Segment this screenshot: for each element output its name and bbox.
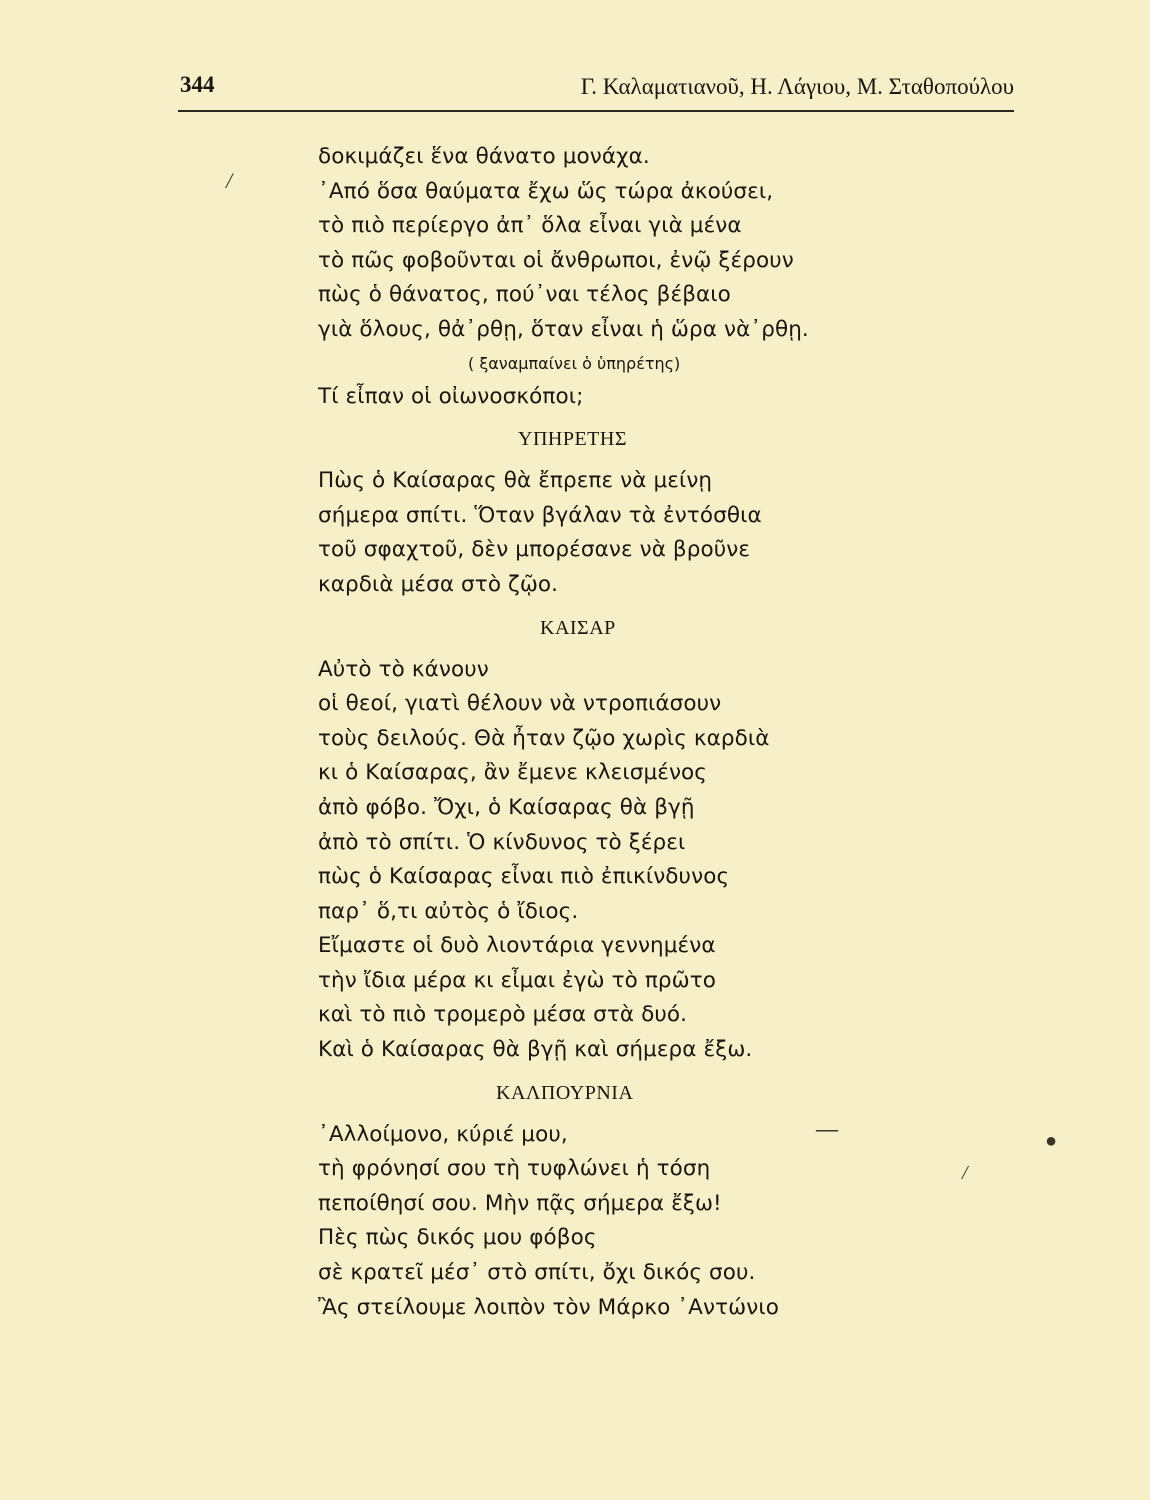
- verse-line: δοκιμάζει ἕνα θάνατο μονάχα.: [318, 144, 650, 169]
- verse-line: τοὺς δειλούς. Θὰ ἦταν ζῷο χωρὶς καρδιὰ: [318, 725, 770, 751]
- margin-dash-mark: —: [816, 1116, 838, 1141]
- margin-dot-mark: ●: [1045, 1130, 1058, 1152]
- speaker-name: ΥΠΗΡΕΤΗΣ: [518, 428, 627, 451]
- header-rule: [178, 110, 1014, 112]
- verse-line: τὴ φρόνησί σου τὴ τυφλώνει ἡ τόση: [318, 1156, 711, 1182]
- verse-line: σὲ κρατεῖ μέσ᾿ στὸ σπίτι, ὄχι δικός σου.: [318, 1260, 756, 1286]
- verse-line: καρδιὰ μέσα στὸ ζῷο.: [318, 571, 559, 597]
- page-number: 344: [180, 72, 215, 97]
- verse-line: τὸ πῶς φοβοῦνται οἱ ἄνθρωποι, ἐνῷ ξέρουν: [318, 247, 794, 273]
- verse-line: τὸ πιὸ περίεργο ἀπ᾿ ὅλα εἶναι γιὰ μένα: [318, 213, 742, 239]
- verse-line: ἀπὸ φόβο. Ὄχι, ὁ Καίσαρας θὰ βγῇ: [318, 794, 695, 820]
- verse-line: παρ᾿ ὅ,τι αὐτὸς ὁ ἴδιος.: [318, 898, 579, 924]
- verse-line: πεποίθησί σου. Μὴν πᾷς σήμερα ἔξω!: [318, 1190, 722, 1216]
- speaker-name: ΚΑΛΠΟΥΡΝΙΑ: [496, 1081, 634, 1104]
- stage-direction: ( ξαναμπαίνει ὁ ὑπηρέτης): [468, 353, 681, 373]
- verse-line: ᾿Αλλοίμονο, κύριέ μου,: [318, 1121, 568, 1147]
- verse-line: οἱ θεοί, γιατὶ θέλουν νὰ ντροπιάσουν: [318, 691, 722, 717]
- running-head: Γ. Καλαματιανοῦ, Η. Λάγιου, Μ. Σταθοπούλου: [580, 74, 1014, 99]
- verse-line: γιὰ ὅλους, θἀ᾿ρθῃ, ὅταν εἶναι ἡ ὥρα νὰ᾿ρθῃ.: [318, 316, 809, 342]
- verse-line: ᾿Από ὅσα θαύματα ἔχω ὥς τώρα ἀκούσει,: [318, 178, 774, 204]
- verse-line: καὶ τὸ πιὸ τρομερὸ μέσα στὰ δυό.: [318, 1002, 688, 1028]
- verse-line: Καὶ ὁ Καίσαρας θὰ βγῇ καὶ σήμερα ἔξω.: [318, 1037, 753, 1063]
- margin-slash-mark: /: [226, 168, 233, 193]
- verse-line: κι ὁ Καίσαρας, ἂν ἔμενε κλεισμένος: [318, 760, 708, 786]
- verse-line: πὼς ὁ Καίσαρας εἶναι πιὸ ἐπικίνδυνος: [318, 864, 730, 890]
- verse-line: Τί εἶπαν οἱ οἰωνοσκόποι;: [318, 383, 584, 409]
- verse-line: πὼς ὁ θάνατος, πού᾿ναι τέλος βέβαιο: [318, 282, 731, 308]
- margin-tick-mark: /: [962, 1162, 968, 1184]
- verse-line: Αὐτὸ τὸ κάνουν: [318, 656, 489, 682]
- verse-line: Πὼς ὁ Καίσαρας θὰ ἔπρεπε νὰ μείνῃ: [318, 468, 713, 494]
- verse-line: Πὲς πὼς δικός μου φόβος: [318, 1225, 597, 1251]
- speaker-name: ΚΑΙΣΑΡ: [540, 616, 616, 639]
- text-body: [318, 140, 938, 1325]
- verse-line: ἀπὸ τὸ σπίτι. Ὁ κίνδυνος τὸ ξέρει: [318, 829, 686, 855]
- verse-line: τοῦ σφαχτοῦ, δὲν μπορέσανε νὰ βροῦνε: [318, 537, 751, 563]
- verse-line: Εἴμαστε οἱ δυὸ λιοντάρια γεννημένα: [318, 933, 716, 959]
- verse-line: Ἂς στείλουμε λοιπὸν τὸν Μάρκο ᾿Αντώνιο: [318, 1294, 779, 1320]
- verse-line: τὴν ἴδια μέρα κι εἶμαι ἐγὼ τὸ πρῶτο: [318, 967, 717, 993]
- verse-line: σήμερα σπίτι. Ὅταν βγάλαν τὰ ἐντόσθια: [318, 502, 762, 528]
